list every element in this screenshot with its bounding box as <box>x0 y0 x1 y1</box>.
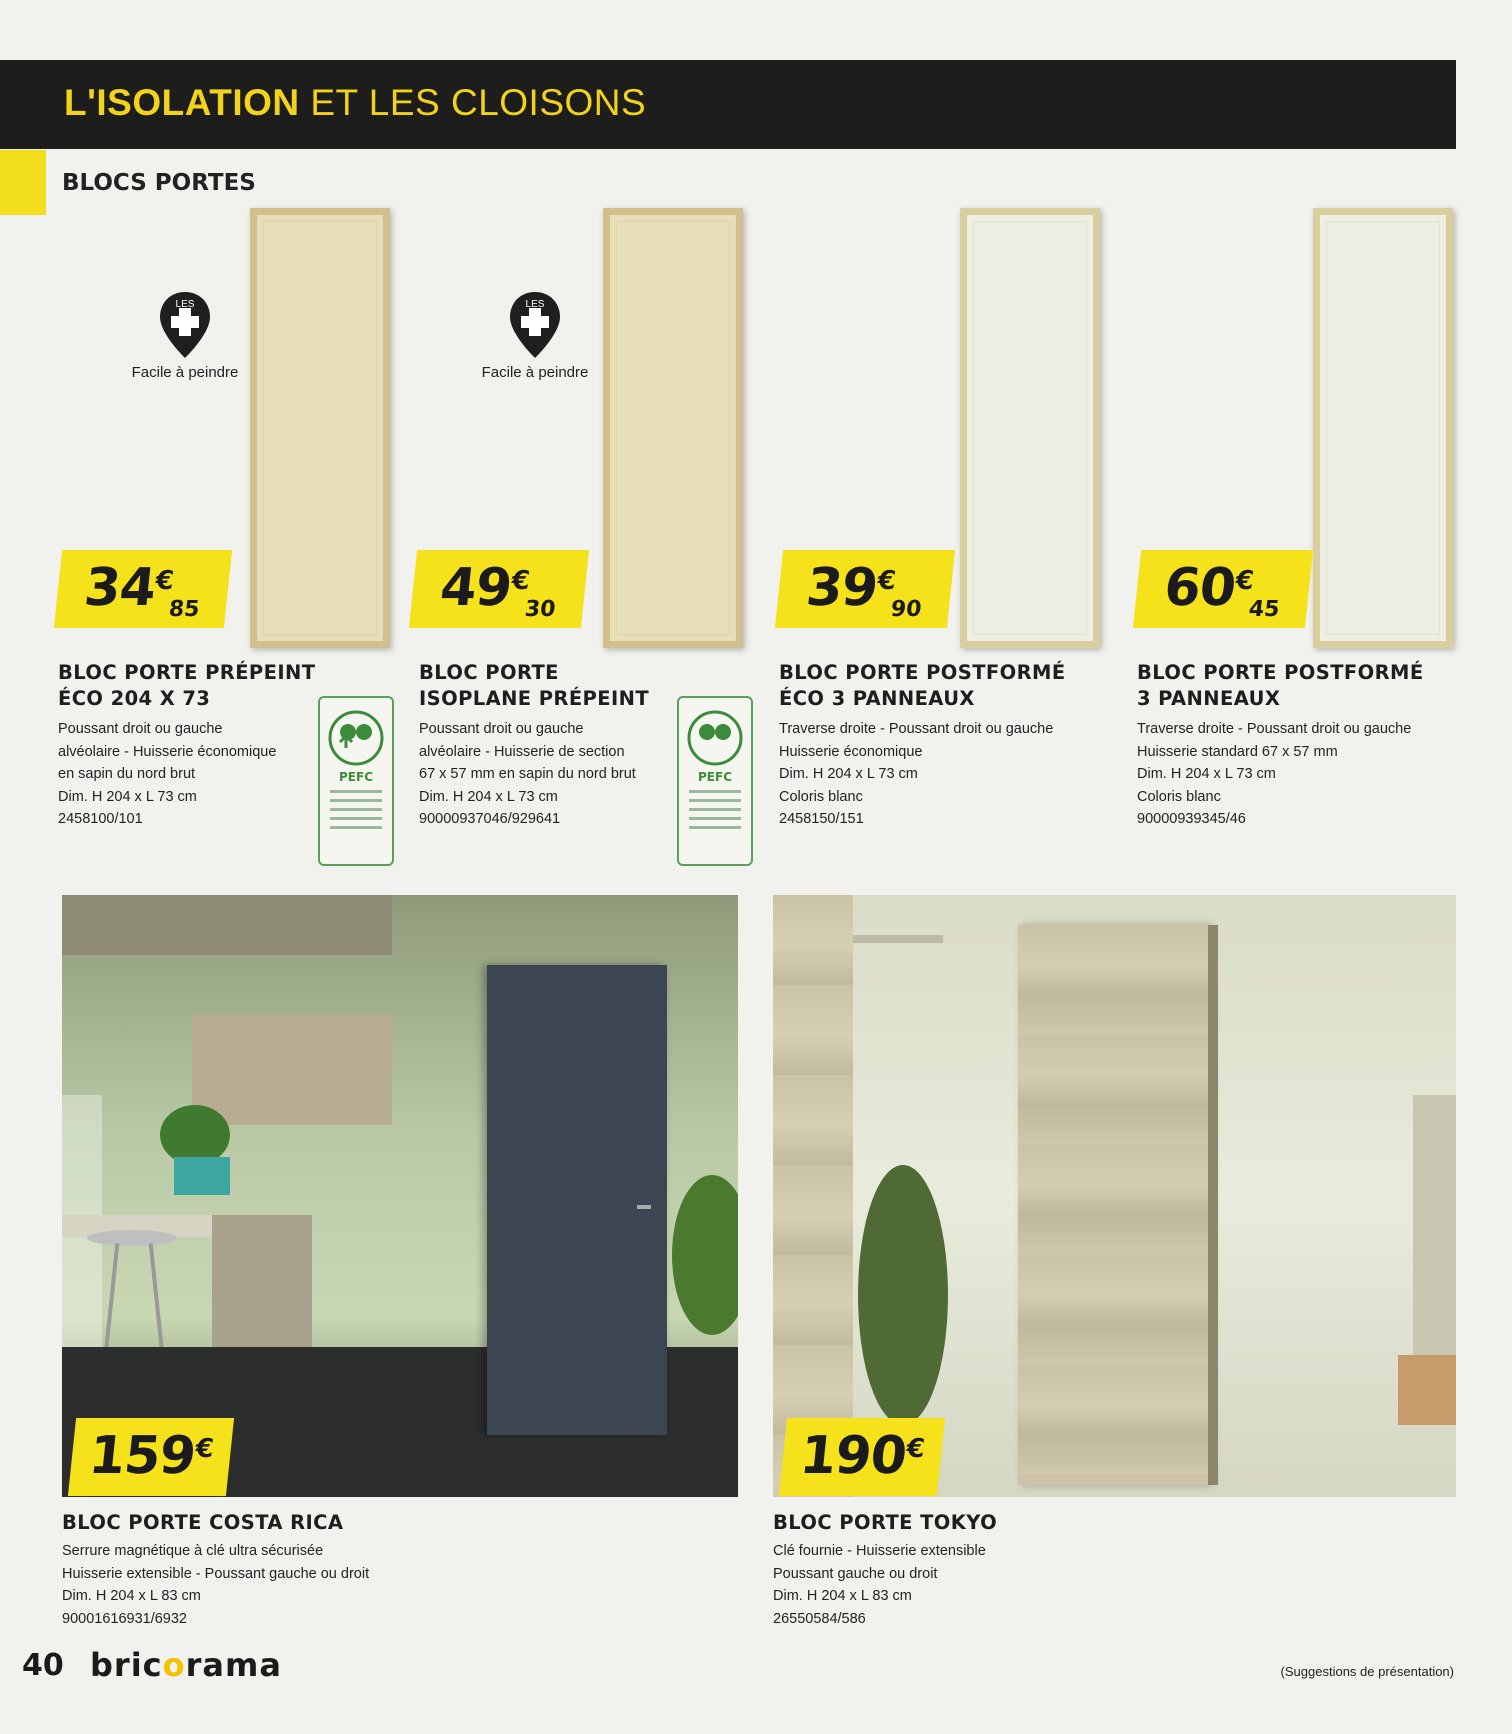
door-image <box>603 208 743 648</box>
product-description: Poussant droit ou gauche alvéolaire - Huisserie économique en sapin du nord brut Dim. H 204 x L 73 cm 2458100/101 <box>58 721 277 827</box>
door-image <box>250 208 390 648</box>
price-tag: 60 € 45 <box>1133 550 1313 628</box>
footnote: (Suggestions de présentation) <box>1280 1664 1454 1679</box>
price-tag: 34 € 85 <box>54 550 232 628</box>
title-light: ET LES CLOISONS <box>310 82 647 123</box>
pefc-logo-icon <box>685 708 745 768</box>
brand-logo: bricorama <box>90 1646 282 1684</box>
price-tag-costa: 159 € <box>68 1418 234 1496</box>
price-tag-tokyo: 190 € <box>779 1418 945 1496</box>
product-name-costa: BLOC PORTE COSTA RICA <box>62 1511 344 1534</box>
plant-pot <box>174 1157 230 1195</box>
ceiling-shelf <box>62 895 392 955</box>
price-tag: 49 € 30 <box>409 550 589 628</box>
badge-caption: Facile à peindre <box>481 364 589 381</box>
product-description: Poussant droit ou gauche alvéolaire - Huisserie de section 67 x 57 mm en sapin du nord brut Dim. H 204 x L 73 cm 90000937046/929641 <box>419 721 636 827</box>
price-tag: 39 € 90 <box>775 550 955 628</box>
product-name: BLOC PORTE POSTFORMÉ 3 PANNEAUX <box>1137 661 1424 710</box>
product-card-4[interactable] <box>1113 200 1458 860</box>
pefc-label: PEFC <box>318 696 394 866</box>
side-plant <box>672 1175 738 1335</box>
dark-door <box>487 965 667 1435</box>
pefc-logo-icon <box>326 708 386 768</box>
product-card-3[interactable] <box>755 200 1100 860</box>
product-card-1[interactable] <box>40 200 385 860</box>
svg-text:LES: LES <box>175 299 195 310</box>
product-description-costa: Serrure magnétique à clé ultra sécurisée Huisserie extensible - Poussant gauche ou droit Dim. H 204 x L 83 cm 90001616931/6932 <box>62 1543 370 1627</box>
cabinet <box>212 1215 312 1355</box>
stool <box>87 1230 177 1246</box>
tokyo-photo <box>773 895 1456 1497</box>
door-image <box>1313 208 1453 648</box>
pefc-label: PEFC <box>677 696 753 866</box>
plant <box>858 1165 948 1425</box>
plant <box>160 1105 230 1165</box>
svg-text:LES: LES <box>525 299 545 310</box>
product-name: BLOC PORTE PRÉPEINT ÉCO 204 X 73 <box>58 661 316 710</box>
product-name: BLOC PORTE POSTFORMÉ ÉCO 3 PANNEAUX <box>779 661 1066 710</box>
section-title: BLOCS PORTES <box>62 170 256 196</box>
wall-cabinet <box>192 1015 392 1125</box>
door-image <box>960 208 1100 648</box>
easy-paint-badge <box>115 290 255 381</box>
product-card-2[interactable] <box>397 200 742 860</box>
easy-paint-badge <box>465 290 605 381</box>
wood-door <box>1018 925 1208 1485</box>
costa-rica-photo <box>62 895 738 1497</box>
pin-icon <box>507 290 563 360</box>
header-bar <box>0 60 1456 149</box>
page-title <box>64 82 646 124</box>
product-name-tokyo: BLOC PORTE TOKYO <box>773 1511 998 1534</box>
pin-icon <box>157 290 213 360</box>
page-number: 40 <box>22 1648 64 1683</box>
title-bold: L'ISOLATION <box>64 82 300 123</box>
wood-panel <box>773 895 853 1497</box>
product-description: Traverse droite - Poussant droit ou gauche Huisserie standard 67 x 57 mm Dim. H 204 x L 73 cm Coloris blanc 90000939345/46 <box>1137 721 1412 827</box>
product-name: BLOC PORTE ISOPLANE PRÉPEINT <box>419 661 650 710</box>
badge-caption: Facile à peindre <box>131 364 239 381</box>
product-description-tokyo: Clé fournie - Huisserie extensible Poussant gauche ou droit Dim. H 204 x L 83 cm 26550584/586 <box>773 1543 986 1627</box>
product-description: Traverse droite - Poussant droit ou gauche Huisserie économique Dim. H 204 x L 73 cm Coloris blanc 2458150/151 <box>779 721 1054 827</box>
